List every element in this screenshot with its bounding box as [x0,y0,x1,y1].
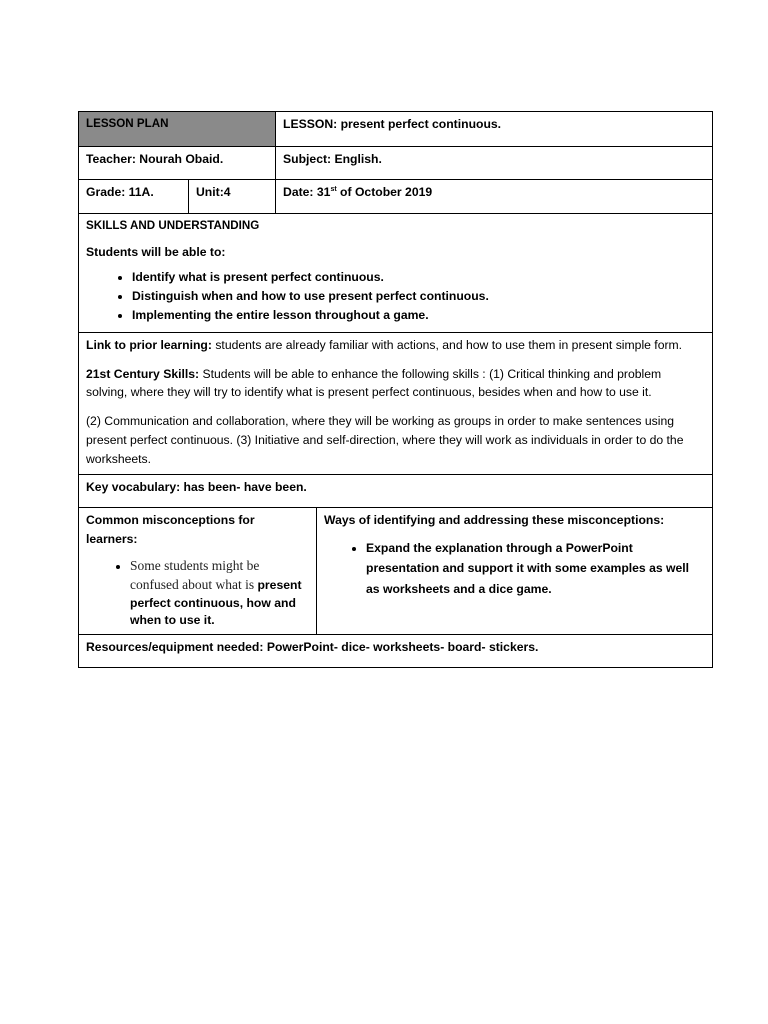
skills-intro: Students will be able to: [86,244,226,259]
ways-list [324,538,705,600]
date [276,180,713,214]
subject: Subject: English. [276,147,713,180]
misconceptions-heading: Common misconceptions for learners: [86,513,255,546]
date-rest: of October 2019 [336,185,433,199]
skills-list [86,268,705,325]
date-suffix-sup: st [330,185,337,193]
ways-section [317,508,713,635]
unit: Unit:4 [189,180,276,214]
ways-heading: Ways of identifying and addressing these misconceptions: [324,513,665,528]
prior-section [79,332,713,474]
lesson-plan-table [78,111,713,668]
list-item: • Identify what is present perfect continuous. [132,268,705,287]
century-skills [86,365,705,403]
date-prefix: Date: 31 [283,185,331,199]
misconception-plain: Some students might be confused about what is [130,557,260,592]
list-item [130,557,309,629]
prior-text: students are already familiar with actions, and how to use them in present simple form. [211,337,683,352]
prior-learning [86,336,705,355]
row-prior [79,332,713,474]
list-item: • Implementing the entire lesson throughout a game. [132,306,705,325]
misconception-bold: present perfect continuous, how and when to use it. [130,577,302,627]
key-vocabulary: Key vocabulary: has been- have been. [79,475,713,508]
teacher-name: Teacher: Nourah Obaid. [79,147,276,180]
row-teacher [79,147,713,180]
misconceptions-section [79,508,317,635]
skills-section [79,214,713,333]
lesson-title: LESSON: present perfect continuous. [276,112,713,147]
row-misconceptions [79,508,713,635]
resources: Resources/equipment needed: PowerPoint- dice- worksheets- board- stickers. [79,634,713,667]
row-skills [79,214,713,333]
century-skills-2: (2) Communication and collaboration, where they will be working as groups in order to make sentences using present perfect continuous. (3) Initiative and self-direction, where they will work as individuals in order to do the worksheets. [86,414,684,467]
skills-heading: SKILLS AND UNDERSTANDING [86,219,260,232]
row-vocab [79,475,713,508]
lesson-plan-label: LESSON PLAN [79,112,276,147]
row-header [79,112,713,147]
row-grade [79,180,713,214]
century-label: 21st Century Skills: [86,366,200,381]
grade: Grade: 11A. [79,180,189,214]
misconceptions-list [86,557,309,629]
list-item: • Distinguish when and how to use present perfect continuous. [132,287,705,306]
list-item: • Expand the explanation through a PowerPoint presentation and support it with some examples as well as worksheets and a dice game. [366,538,705,600]
prior-label: Link to prior learning: [86,337,212,352]
row-resources [79,634,713,667]
century-text: Students will be able to enhance the following skills : (1) Critical thinking and problem solving, where they will try to identify what is present perfect continuous, besides when and how to use it. [86,366,662,400]
